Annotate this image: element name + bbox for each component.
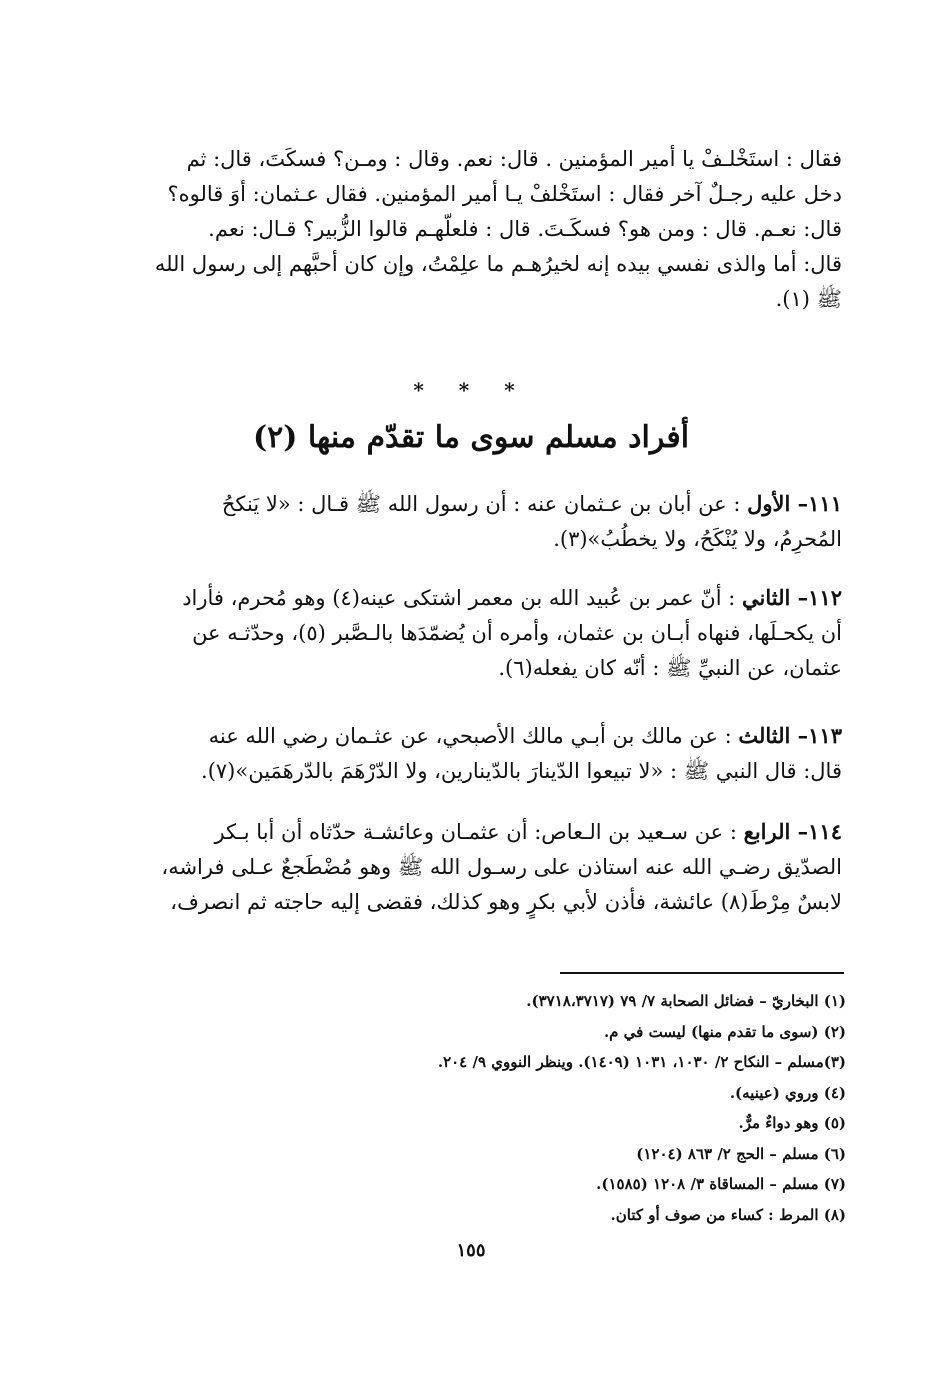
item-text: : عن سـعيد بن الـعاص: أن عثمـان وعائشـة حدّثاه أن أبا بـكر xyxy=(214,820,737,844)
item-line: قال: قال النبي ﷺ : «لا تبيعوا الدّينارَ بالدّينارين، ولا الدّرْهَمَ بالدّرهَمَين»(٧). xyxy=(201,759,842,783)
item-text: : عن مالك بن أبـي مالك الأصبحي، عن عثـمان رضي الله عنه xyxy=(208,724,732,748)
item-line: المُحرِمُ، ولا يُنْكَحُ، ولا يخطُبُ»(٣). xyxy=(553,527,842,551)
item-number: ١١١ xyxy=(808,491,842,516)
item-114 xyxy=(112,814,842,920)
item-label: – الثالث xyxy=(738,723,809,748)
footnote: (٧) مسلم – المساقاة ٣/ ١٢٠٨ (١٥٨٥). xyxy=(596,1175,846,1193)
footnote-divider xyxy=(560,972,844,974)
item-text: : عن أبان بن عـثمان عنه : أن رسول الله ﷺ قـال : «لا يَنكحُ xyxy=(221,492,741,516)
item-112 xyxy=(112,580,842,686)
footnote: (٢) (سوى ما تقدم منها) ليست في م. xyxy=(603,1022,846,1041)
item-line: الصدّيق رضـي الله عنه استاذن على رسـول الله ﷺ وهو مُضْطَجعٌ عـلى فراشه، xyxy=(161,855,842,879)
section-separator: * * * xyxy=(413,378,529,402)
passage-line: فقال : استَخْلـفْ يا أمير المؤمنين . قال: نعم. وقال : ومـن؟ فسكَتَ، قال: ثم xyxy=(186,147,842,171)
footnote: (٨) المرط : كساء من صوف أو كتان. xyxy=(610,1205,846,1224)
passage-line: قال: أما والذى نفسي بيده إنه لخيرُهـم ما علِمْتُ، وإن كان أحبَّهم إلى رسول الله xyxy=(154,252,842,276)
passage-line: دخل عليه رجـلٌ آخر فقال : استَخْلفْ يـا أمير المؤمنين. فقال عـثمان: أوَ قالوه؟ xyxy=(167,182,842,206)
footnote: (٦) مسلم – الحج ٢/ ٨٦٣ (١٢٠٤) xyxy=(636,1144,846,1163)
item-line: لابسٌ مِرْطَ(٨) عائشة، فأذن لأبي بكرٍ وهو كذلك، فقضى إليه حاجته ثم انصرف، xyxy=(170,890,842,914)
item-number: ١١٣ xyxy=(808,723,842,748)
item-113 xyxy=(112,718,842,789)
item-first-line xyxy=(112,580,842,616)
passage-line: قال: نعـم. قال : ومن هو؟ فسكَـتَ. قال : فلعلّهـم قالوا الزُّبير؟ قـال: نعم. xyxy=(208,217,842,241)
top-passage xyxy=(112,142,842,317)
item-line: عثمان، عن النبيِّ ﷺ : أنّه كان يفعله(٦). xyxy=(498,656,842,680)
item-label: – الرابع xyxy=(743,819,809,844)
item-label: – الثاني xyxy=(742,585,809,610)
footnote: (٣)مسلم – النكاح ٢/ ١٠٣٠، ١٠٣١ (١٤٠٩). وينظر النووي ٩/ ٢٠٤. xyxy=(437,1053,846,1071)
passage-line: ﷺ (١). xyxy=(775,287,842,311)
item-first-line xyxy=(112,814,842,850)
item-number: ١١٤ xyxy=(808,819,842,844)
item-111 xyxy=(112,486,842,557)
item-text: : أنّ عمر بن عُبيد الله بن معمر اشتكى عينه(٤) وهو مُحرم، فأراد xyxy=(182,586,736,610)
item-line: أن يكحـلَها، فنهاه أبـان بن عثمان، وأمره أن يُضمّدَها بالـصَّبر (٥)، وحدّثـه عن xyxy=(192,621,842,645)
item-first-line xyxy=(112,718,842,754)
item-label: – الأول xyxy=(747,491,809,516)
section-heading: أفراد مسلم سوى ما تقدّم منها (٢) xyxy=(252,420,690,455)
footnote: (١) البخاريّ – فضائل الصحابة ٧/ ٧٩ (٣٧١٨،٣٧١٧). xyxy=(526,992,846,1010)
item-number: ١١٢ xyxy=(808,585,842,610)
item-first-line xyxy=(112,486,842,522)
page-number: ١٥٥ xyxy=(456,1240,486,1261)
footnotes xyxy=(280,986,846,1230)
footnote: (٥) وهو دواءٌ مرٌّ. xyxy=(738,1114,846,1132)
footnote: (٤) وروي (عينيه). xyxy=(729,1083,846,1102)
